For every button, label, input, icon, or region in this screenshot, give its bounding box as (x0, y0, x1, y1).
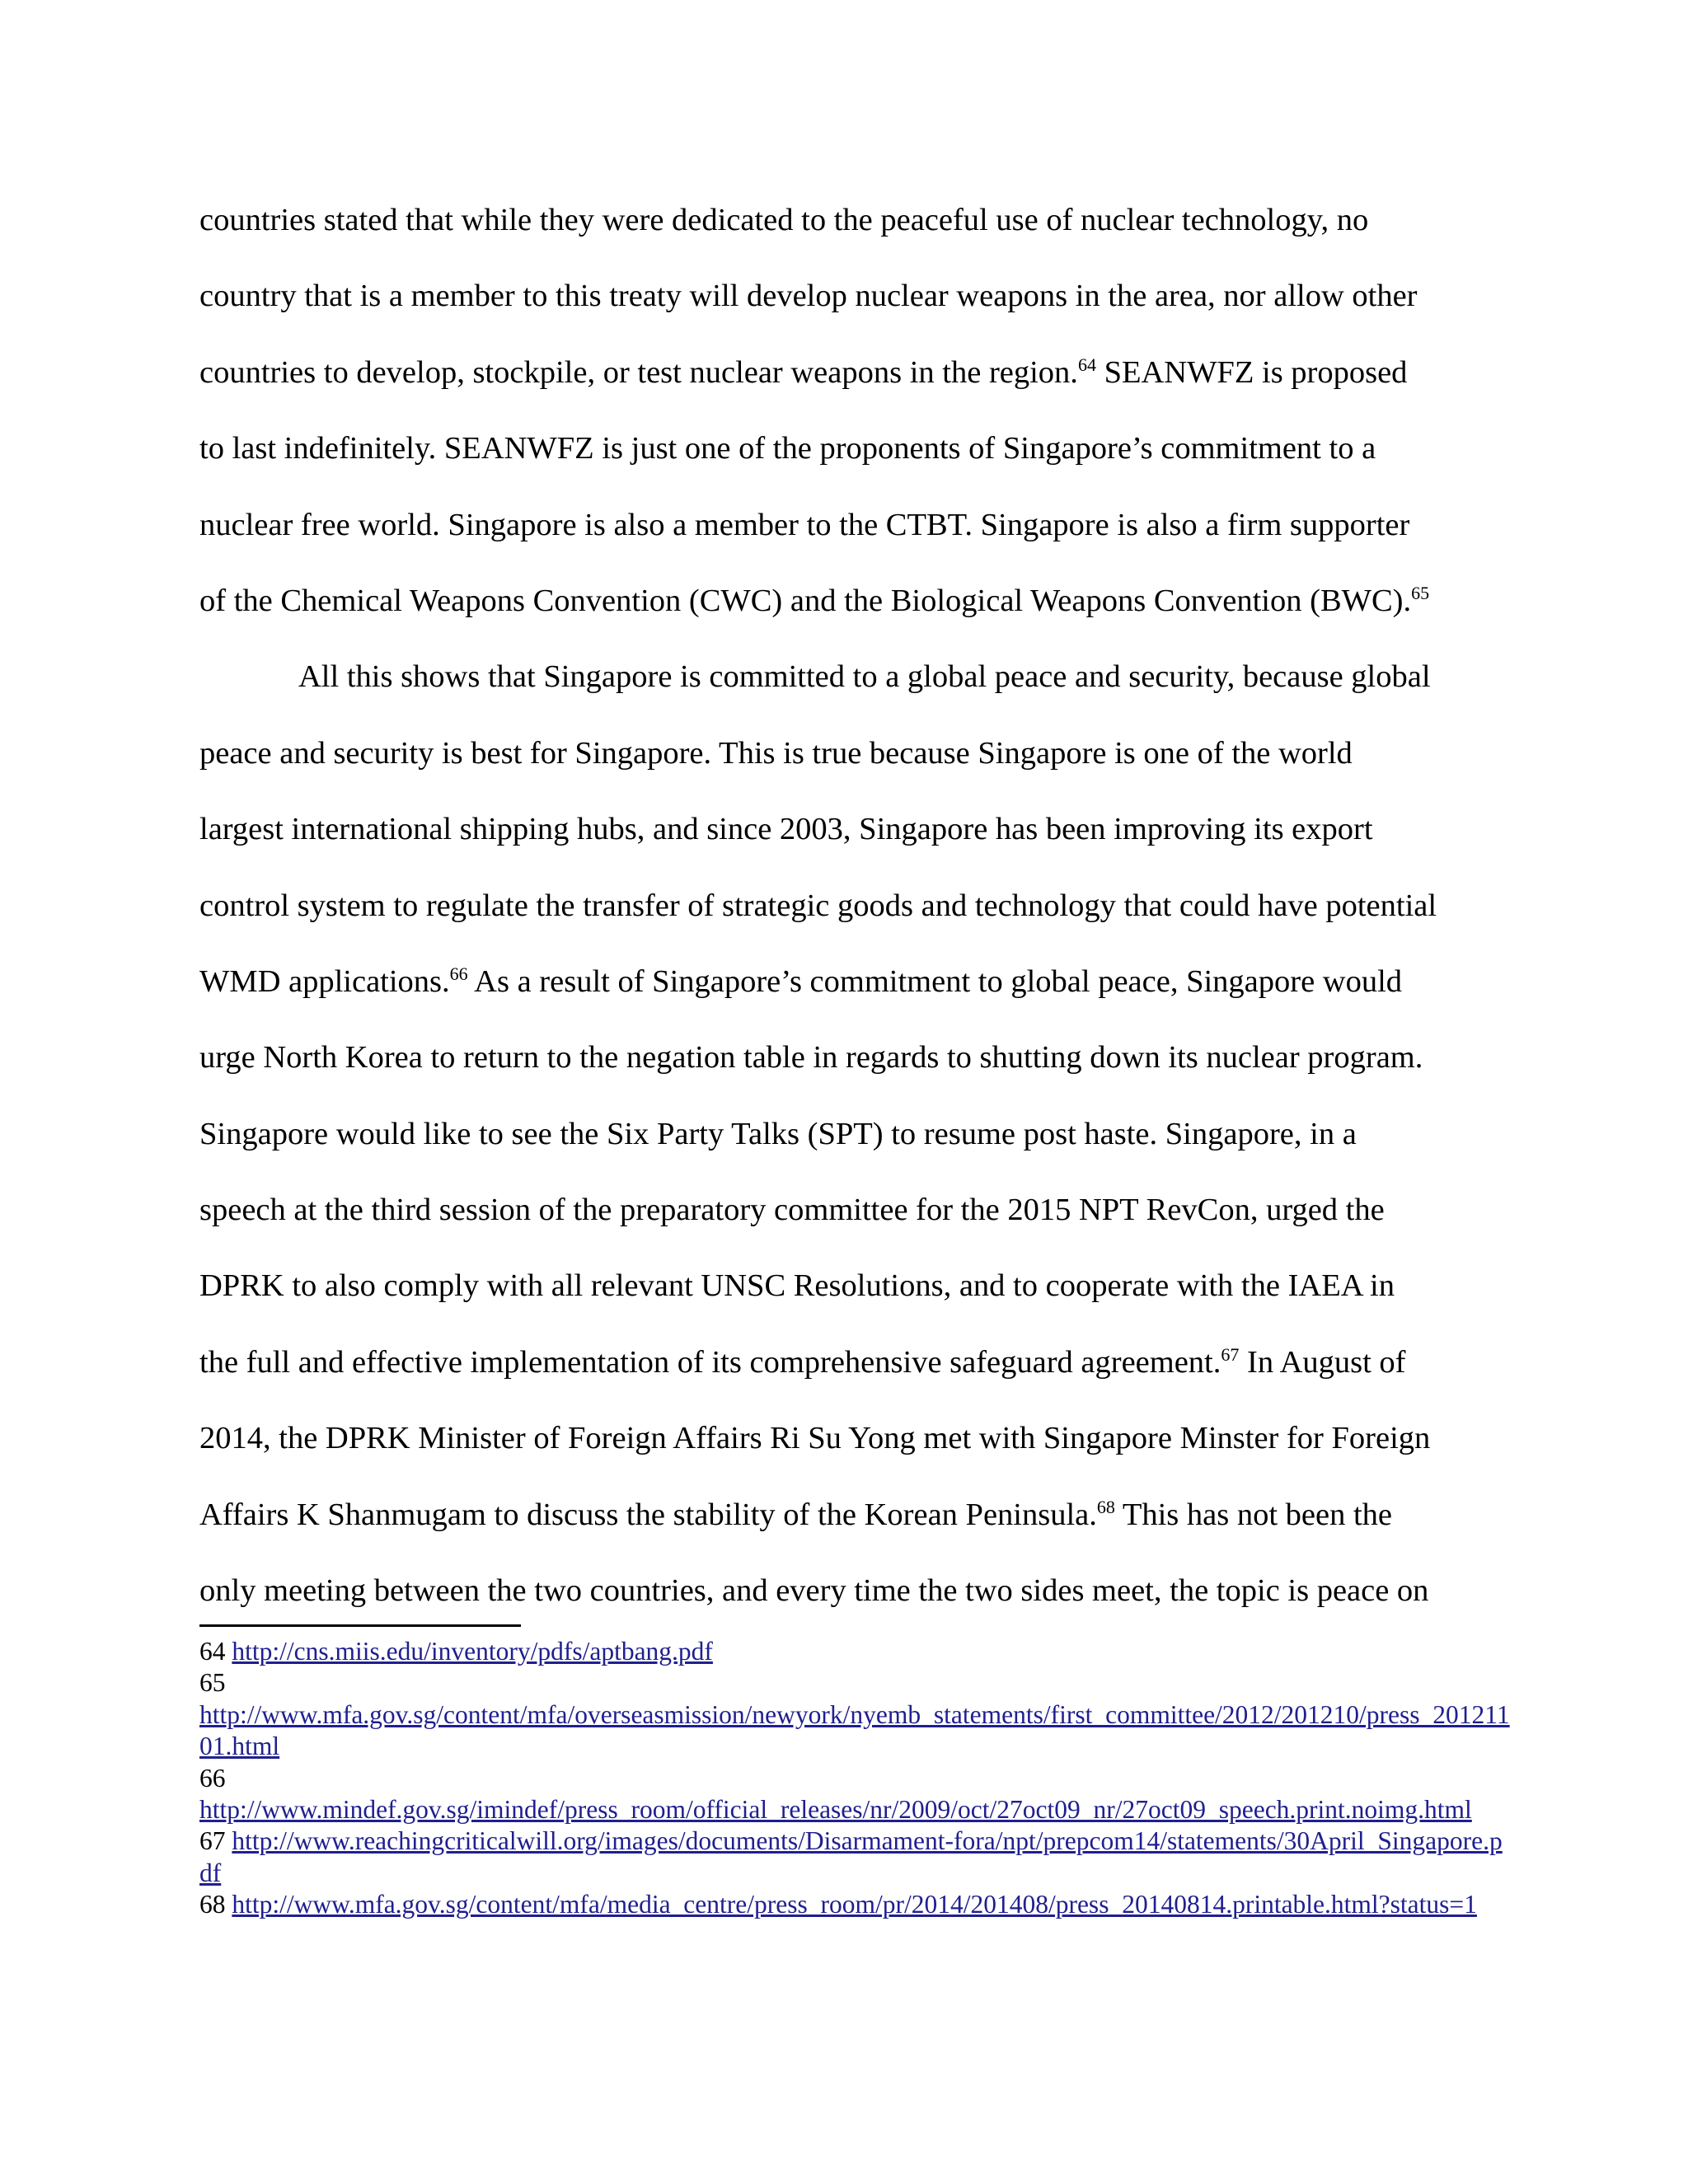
text-line (199, 879, 1502, 955)
text-segment: countries to develop, stockpile, or test nuclear weapons in the region. (199, 354, 1078, 390)
footnote (199, 1667, 1510, 1762)
text-segment: DPRK to also comply with all relevant UNSC Resolutions, and to cooperate with the IAEA in (199, 1268, 1395, 1304)
paragraph (199, 194, 1502, 650)
text-segment: only meeting between the two countries, and every time the two sides meet, the topic is peace on (199, 1573, 1429, 1609)
text-segment: speech at the third session of the preparatory committee for the 2015 NPT RevCon, urged the (199, 1193, 1385, 1228)
footnotes (199, 1636, 1510, 1921)
text-segment: country that is a member to this treaty will develop nuclear weapons in the area, nor allow other (199, 279, 1418, 314)
footnote-reference: 66 (449, 963, 468, 985)
text-segment: the full and effective implementation of its comprehensive safeguard agreement. (199, 1344, 1221, 1380)
footnote-link[interactable]: http://cns.miis.edu/inventory/pdfs/aptbang.pdf (232, 1637, 713, 1666)
text-segment: to last indefinitely. SEANWFZ is just one of the proponents of Singapore’s commitment to a (199, 431, 1376, 466)
footnote-link[interactable]: http://www.reachingcriticalwill.org/images/documents/Disarmament-fora/npt/prepcom14/statements/30April_Singapore.pdf (199, 1826, 1503, 1887)
text-segment: largest international shipping hubs, and since 2003, Singapore has been improving its export (199, 812, 1373, 847)
text-line (199, 1412, 1502, 1488)
paragraph (199, 650, 1502, 1640)
text-line (199, 955, 1502, 1031)
footnote-link[interactable]: http://www.mfa.gov.sg/content/mfa/media_centre/press_room/pr/2014/201408/press_20140814.printable.html?status=1 (232, 1890, 1477, 1919)
text-line (199, 1336, 1502, 1412)
footnote-link[interactable]: http://www.mfa.gov.sg/content/mfa/overseasmission/newyork/nyemb_statements/first_committee/2012/201210/press_20121101.html (199, 1699, 1510, 1761)
text-line (199, 1564, 1502, 1640)
footnote-reference: 68 (1096, 1496, 1115, 1517)
footnote-link[interactable]: http://www.mindef.gov.sg/imindef/press_room/official_releases/nr/2009/oct/27oct09_nr/27oct09_speech.print.noimg.html (199, 1795, 1472, 1825)
text-line (199, 650, 1502, 726)
text-line (199, 803, 1502, 879)
footnote (199, 1825, 1510, 1889)
text-segment: 2014, the DPRK Minister of Foreign Affairs Ri Su Yong met with Singapore Minster for Foreign (199, 1421, 1431, 1456)
text-line (199, 346, 1502, 422)
footnote-number: 67 (199, 1826, 226, 1856)
text-segment: of the Chemical Weapons Convention (CWC) and the Biological Weapons Convention (BWC). (199, 583, 1412, 618)
text-segment: countries stated that while they were dedicated to the peaceful use of nuclear technology, no (199, 203, 1369, 237)
text-line (199, 574, 1502, 650)
footnote (199, 1763, 1510, 1826)
text-line (199, 194, 1502, 269)
footnote-reference: 67 (1221, 1344, 1240, 1366)
text-segment: urge North Korea to return to the negation table in regards to shutting down its nuclear program. (199, 1040, 1423, 1076)
text-segment: As a result of Singapore’s commitment to global peace, Singapore would (467, 963, 1403, 999)
text-line (199, 499, 1502, 574)
text-segment: nuclear free world. Singapore is also a member to the CTBT. Singapore is also a firm supporter (199, 507, 1410, 542)
text-segment: peace and security is best for Singapore. This is true because Singapore is one of the world (199, 735, 1353, 771)
text-segment: SEANWFZ is proposed (1095, 354, 1408, 390)
footnote-number: 64 (199, 1637, 226, 1666)
text-line (199, 269, 1502, 345)
text-segment: control system to regulate the transfer of strategic goods and technology that could have potential (199, 888, 1437, 923)
footnote-separator (199, 1624, 521, 1627)
text-segment: Affairs K Shanmugam to discuss the stability of the Korean Peninsula. (199, 1497, 1097, 1532)
text-line (199, 1488, 1502, 1564)
text-segment: Singapore would like to see the Six Party Talks (SPT) to resume post haste. Singapore, in a (199, 1116, 1357, 1151)
footnote-number: 65 (199, 1668, 226, 1698)
footnote-reference: 65 (1411, 583, 1430, 604)
footnote (199, 1636, 1510, 1667)
text-line (199, 1031, 1502, 1107)
footnote-reference: 64 (1077, 354, 1096, 375)
text-line (199, 1183, 1502, 1259)
text-line (199, 1108, 1502, 1183)
footnote-number: 68 (199, 1890, 226, 1919)
body-text (199, 194, 1502, 1640)
text-segment: All this shows that Singapore is committed to a global peace and security, because global (298, 659, 1431, 695)
text-line (199, 1259, 1502, 1335)
text-segment: In August of (1239, 1344, 1406, 1380)
footnote (199, 1889, 1510, 1920)
text-line (199, 422, 1502, 498)
text-line (199, 727, 1502, 803)
text-segment: WMD applications. (199, 963, 450, 999)
text-segment: This has not been the (1114, 1497, 1392, 1532)
footnote-number: 66 (199, 1763, 226, 1793)
